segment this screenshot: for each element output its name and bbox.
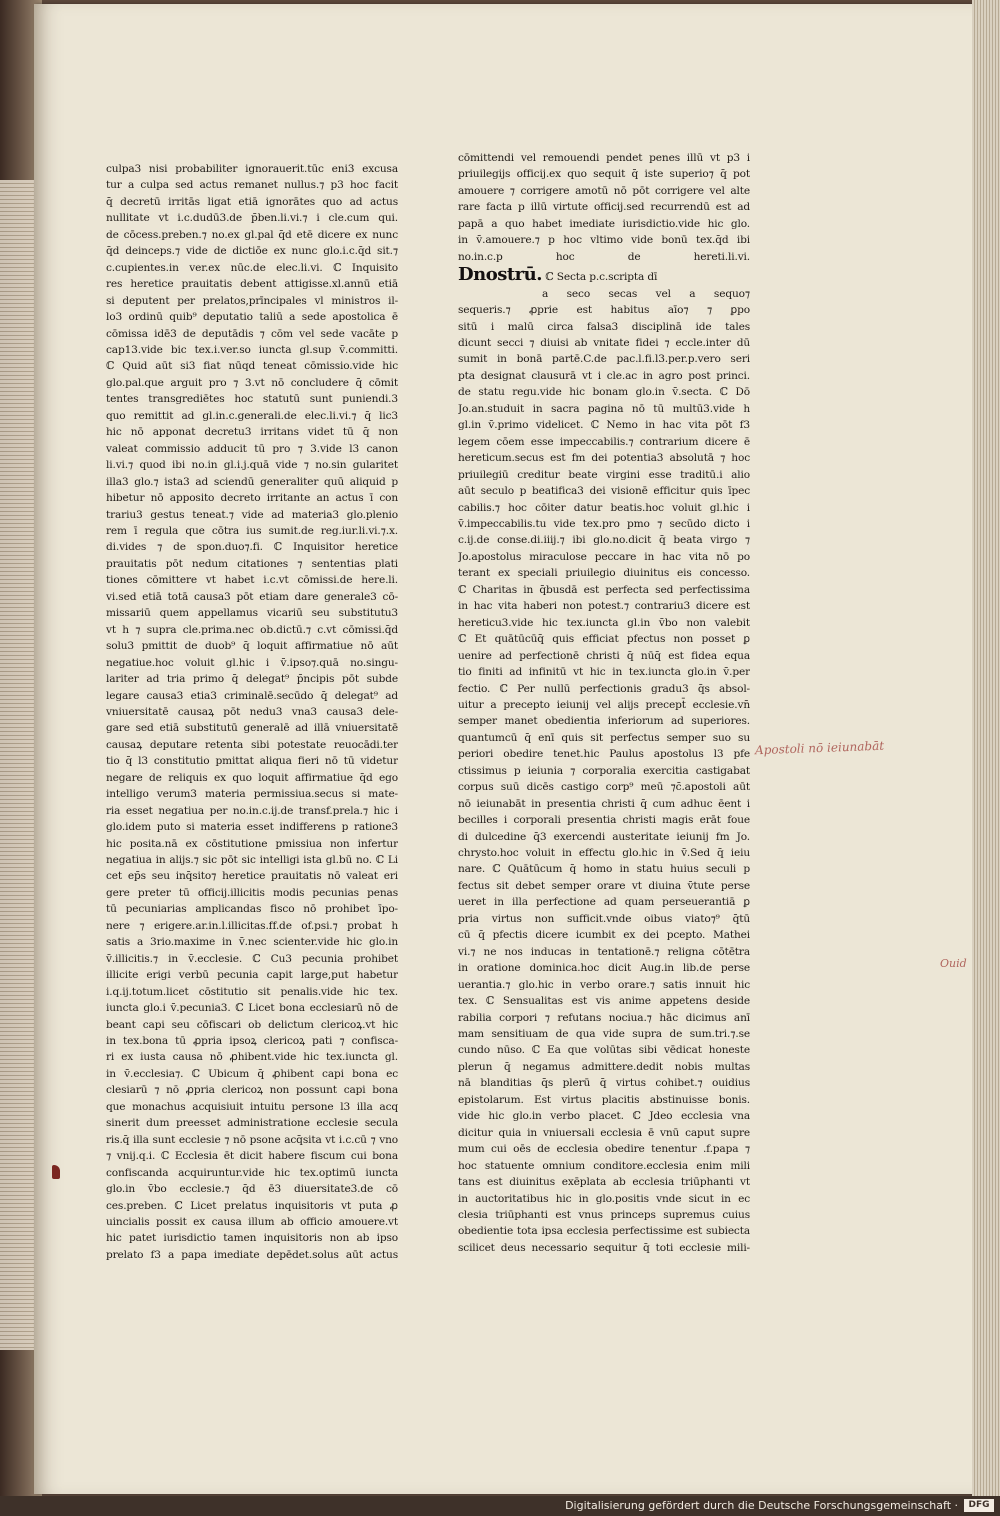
right-column-body-line: obedientie tota ipsa ecclesia perfectissime est subiecta [458,1225,750,1238]
right-column-body-line: cundo nūso. ℂ Ea que volūtas sibi vēdicat honeste [458,1044,750,1057]
left-column-line: quo remittit ad gl.in.c.generali.de elec.li.vi.⁊ q̄ lic3 [106,409,398,422]
right-column-body-line: tio finiti ad infinitū vt hic in tex.iuncta glo.in v̄.per [458,666,750,679]
left-column-line: vniuersitatē causaꝝ pōt nedu3 vna3 causa3 dele- [106,705,398,718]
right-column-body-line: nō ieiunabāt in presentia christi q̄ cum adhuc ēent i [458,797,750,810]
left-column-line: lo3 ordinū quib⁹ deputatio taliū a sede apostolica ē [106,311,398,324]
funding-footer [0,1496,1000,1516]
left-column-line: solu3 pmittit de duob⁹ q̄ loquit affirmatiue nō aūt [106,640,398,653]
right-column-body-line: vi.⁊ ne nos inducas in tentationē.⁊ religna cōtētra [458,945,750,958]
left-column-line: in tex.bona tū ꝓpria ipsoꝝ clericoꝝ pati ⁊ confisca- [106,1035,398,1048]
left-text-column [106,161,398,1263]
right-column-body-line: in auctoritatibus hic in glo.positis vnde sicut in ec [458,1192,750,1205]
incipit-line [458,265,750,285]
right-column-body-line: Jo.apostolus miraculose peccare in hac vita nō po [458,550,750,563]
left-column-line: negatiue.hoc voluit gl.hic i v̄.ipso⁊.quā no.singu- [106,656,398,669]
left-column-line: satis a 3rio.maxime in v̄.nec scienter.vide hic glo.in [106,936,398,949]
left-column-line: c.cupientes.in ver.ex nūc.de elec.li.vi. ℂ Inquisito [106,261,398,274]
right-column-body-line: sequeris.⁊ ꝓprie est habitus aīo⁊ ⁊ ꝑpo [458,304,750,317]
marginal-note-ovid: Ouid [940,957,967,970]
left-column-line: cet ep̄s seu inq̄sito⁊ heretice prauitatis nō valeat eri [106,870,398,883]
left-column-line: hic posita.nā ex cōstitutione pmissiua non infertur [106,837,398,850]
right-column-body-line: di dulcedine q̄3 exercendi austeritate ieiunij fm Jo. [458,830,750,843]
left-column-line: cap13.vide bic tex.i.ver.so iuncta gl.sup v̄.committi. [106,343,398,356]
right-column-body-line: hoc statuente omnium conditore.ecclesia enim mili [458,1159,750,1172]
right-column-body-line: plerun q̄ negamus admittere.dedit nobis multas [458,1060,750,1073]
left-column-line: vt h ⁊ supra cle.prima.nec ob.dictū.⁊ c.vt cōmissi.q̄d [106,623,398,636]
left-column-line: gere preter tū officij.illicitis modis pecunias penas [106,886,398,899]
incipit-word: Dnostrū. [458,265,542,286]
right-column-body-line: priuilegiū creditur beate virgini esse traditū.i alio [458,468,750,481]
right-column-body-line: nare. ℂ Quātūcum q̄ homo in statu huius seculi p [458,863,750,876]
right-column-body-line: ℂ Charitas in q̄busdā est perfecta sed perfectissima [458,583,750,596]
right-column-body-line: de statu regu.vide hic bonam glo.in v̄.secta. ℂ Dō [458,386,750,399]
right-column-body-line: v̄.impeccabilis.tu vide tex.pro pmo ⁊ secūdo dicto i [458,517,750,530]
right-column-body-line: hereticum.secus est fm dei potentia3 absolutā ⁊ hoc [458,452,750,465]
page-fore-edge [972,0,1000,1496]
right-column-body-line: periori obedire tenet.hic Paulus apostolus l3 pfe [458,748,750,761]
left-column-line: tiones cōmittere vt habet i.c.vt cōmissi.de here.li. [106,574,398,587]
right-column-body-line: cabilis.⁊ hoc cōiter datur beatis.hoc voluit gl.hic i [458,501,750,514]
right-column-body-line: ℂ Et quātūcūq̄ quis efficiat pfectus non posset ꝑ [458,633,750,646]
right-column-body-line: epistolarum. Est virtus placitis abstinuisse bonis. [458,1093,750,1106]
right-column-body-line: corpus suū dicēs castigo corp⁹ meū ⁊c̄.apostoli aūt [458,781,750,794]
right-column-body-line: ueret in illa perfectione ad quam perseuerantiā ꝑ [458,896,750,909]
right-column-body-line: in hac vita haberi non potest.⁊ contrariu3 dicere est [458,600,750,613]
right-column-body-line: dicitur quia in vniuersali ecclesia ē vnū caput supre [458,1126,750,1139]
left-column-line: iuncta glo.i v̄.pecunia3. ℂ Licet bona ecclesiarū nō de [106,1002,398,1015]
right-column-body-line: legem cōem esse impeccabilis.⁊ contrarium dicere ē [458,435,750,448]
right-column-body-line: c.ij.de conse.di.iiij.⁊ ibi glo.no.dicit q̄ beata virgo ⁊ [458,534,750,547]
left-column-line: ℂ Quid aūt si3 fiat nūqd teneat cōmissio.vide hic [106,360,398,373]
left-column-line: ri ex iusta causa nō ꝓhibent.vide hic tex.iuncta gl. [106,1051,398,1064]
right-column-top-line: rare facta p illū virtute officij.sed recurrendū est ad [458,201,750,214]
right-column-body-line: gl.in v̄.primo videlicet. ℂ Nemo in hac vita pōt f3 [458,419,750,432]
dfg-logo: DFG [964,1499,994,1512]
left-column-line: di.vides ⁊ de spon.duo⁊.fi. ℂ Inquisitor heretice [106,541,398,554]
right-column-top-line: priuilegijs officij.ex quo sequit q̄ iste superio⁊ q̄ pot [458,168,750,181]
left-column-line: clesiarū ⁊ nō ꝓpria clericoꝝ non possunt capi bona [106,1084,398,1097]
right-column-body-line: clesia triūphanti est vnus princeps supremus cuius [458,1209,750,1221]
left-column-line: intelligo verum3 materia permissiua.secus si mate- [106,788,398,801]
left-column-line: hic nō apponat decretu3 irritans videt tū q̄ non [106,426,398,439]
left-column-line: glo.pal.que arguit pro ⁊ 3.vt nō concludere q̄ cōmit [106,376,398,389]
right-column-body-line: in oratione dominica.hoc dicit Aug.in lib.de perse [458,962,750,975]
left-column-line: vi.sed etiā totā causa3 pōt etiam dare generale3 cō- [106,590,398,603]
left-column-line: confiscanda acquiruntur.vide hic tex.optimū iuncta [106,1166,398,1179]
left-column-line: missariū quem appellamus vicariū seu substitutu3 [106,607,398,620]
left-column-line: que monachus acquisiuit intuitu persone l3 illa acq [106,1100,398,1113]
left-column-line: legare causa3 etia3 criminalē.secūdo q̄ delegat⁹ ad [106,689,398,702]
left-column-line: negare de reliquis ex quo loquit affirmatiue q̄d ego [106,771,398,784]
right-column-body-line: chrysto.hoc voluit in effectu glo.hic in v̄.Sed q̄ ieiu [458,847,750,860]
right-column-continuation [458,150,750,265]
right-column-body-line: tex. ℂ Sensualitas est vis anime appetens deside [458,995,750,1008]
right-column-body-line: pria virtus non sufficit.vnde oibus viato⁊⁹ q̄tū [458,912,750,925]
incipit-line-2: a seco secas vel a sequo⁊ [542,287,750,300]
right-column-body-line: hereticu3.vide hic tex.iuncta gl.in v̄bo non valebit [458,616,750,629]
right-column-body-line: Jo.an.studuit in sacra pagina nō tū multū3.vide h [458,402,750,415]
left-column-line: nere ⁊ erigere.ar.in.l.illicitas.ff.de of.psi.⁊ probat h [106,919,398,932]
incipit-line-1: ℂ Secta p.c.scripta dī [545,271,658,284]
left-column-line: si deputent per prelatos,prīncipales vl ministros il- [106,294,398,307]
right-column-body-line: scilicet deus necessario sequitur q̄ toti ecclesie mili- [458,1241,750,1254]
left-column-line: sinerit dum preesset administratione ecclesie secula [106,1117,398,1130]
left-column-line: causaꝝ deputare retenta sibi potestate reuocādi.ter [106,738,398,751]
left-column-line: q̄d deinceps.⁊ vide de dictiōe ex nunc glo.i.c.q̄d sit.⁊ [106,245,398,258]
left-column-line: gare sed etiā substitutū generalē ad illā vniuersitatē [106,722,398,735]
left-column-line: illa3 glo.⁊ ista3 ad sciendū generaliter quū aliquid p [106,475,398,488]
right-column-top-line: no.in.c.p hoc de hereti.li.vi. [458,250,750,263]
left-column-line: cōmissa idē3 de deputādis ⁊ cōm vel sede vacāte p [106,327,398,340]
left-column-line: nullitate vt i.c.dudū3.de p̄ben.li.vi.⁊ i cle.cum qui. [106,212,398,225]
left-column-line: trariu3 gestus teneat.⁊ vide ad materia3 glo.plenio [106,508,398,521]
left-column-line: illicite erigi verbū pecunia capit large,put habetur [106,969,398,982]
left-column-line: hibetur nō apposito decreto irritante an actus ī con [106,492,398,505]
left-column-line: ⁊ vnij.q.i. ℂ Ecclesia ēt dicit habere fiscum cui bona [106,1150,398,1163]
left-column-line: li.vi.⁊ quod ibi no.in gl.i.j.quā vide ⁊ no.sin gularitet [106,459,398,472]
right-column-body-line: quantumcū q̄ enī quis sit perfectus semper suo su [458,731,750,744]
left-column-line: prauitatis pōt nedum citationes ⁊ sententias plati [106,557,398,570]
left-column-line: ris.q̄ illa sunt ecclesie ⁊ nō psone acq̄sita vt i.c.cū ⁊ vno [106,1133,398,1146]
left-column-line: de cōcess.preben.⁊ no.ex gl.pal q̄d etē dicere ex nunc [106,228,398,241]
right-column-body-line: uenire ad perfectionē christi q̄ nūq̄ est fidea equa [458,649,750,662]
right-column-top-line: in v̄.amouere.⁊ p hoc vltimo vide bonū tex.q̄d ibi [458,234,750,247]
right-column-body-line: sitū i malū circa falsa3 disciplinā ide tales [458,320,750,333]
footer-text: Digitalisierung gefördert durch die Deutsche Forschungsgemeinschaft · [565,1499,958,1512]
right-column-top-line: papā a quo habet imediate iurisdictio.vide hic glo. [458,217,750,230]
right-column-body-line: pta designat clausurā vt i cle.ac in agro post princi. [458,369,750,382]
right-column-body-line: uerantia.⁊ glo.hic in verbo orare.⁊ satis innuit hic [458,978,750,991]
right-column-body-line: vide hic glo.in verbo placet. ℂ Jdeo ecclesia vna [458,1110,750,1123]
left-column-line: beant capi seu cōfiscari ob delictum clericoꝝ.vt hic [106,1018,398,1031]
right-column-body-line: cū q̄ pfectis dicere icumbit ex dei pcepto. Mathei [458,929,750,942]
left-column-line: i.q.ij.totum.licet cōstitutio sit penalis.vide hic tex. [106,985,398,998]
right-column-body-line: rabilia corpori ⁊ refutans nociua.⁊ hāc dicimus anī [458,1011,750,1024]
right-column-body-line: uitur a precepto ieiunij vel alijs precept̄ ecclesie.vn̄ [458,698,750,711]
left-column-line: v̄.illicitis.⁊ in v̄.ecclesie. ℂ Cu3 pecunia prohibet [106,952,398,965]
left-column-line: negatiua in alijs.⁊ sic pōt sic intelligi ista gl.bū no. ℂ Li [106,854,398,867]
right-column-body-line: fectio. ℂ Per nullū perfectionis gradu3 q̄s absol- [458,682,750,695]
right-column-body-line: terant ex speciali priuilegio diuinitus eis concesso. [458,567,750,580]
right-column-body-line: ctissimus p ieiunia ⁊ corporalia exercitia castigabat [458,764,750,777]
right-column-body-line: semper manet obedientia inferiorum ad superiores. [458,715,750,728]
right-column-body-line: dicunt secci ⁊ diuisi ab vnitate fidei ⁊ eccle.inter dū [458,336,750,349]
left-column-line: hic patet iurisdictio tamen inquisitoris non ab ipso [106,1232,398,1245]
right-column-body-line: tans est diuinitus exēplata ab ecclesia triūphanti vt [458,1176,750,1189]
left-column-line: tū pecuniarias amplicandas fisco nō prohibet īpo- [106,903,398,916]
right-column-body-line: becilles i corporali presentia christi magis erāt foue [458,814,750,827]
right-column-body-line: mam sensitiuam de qua vide supra de sum.tri.⁊.se [458,1028,750,1041]
right-text-column [458,150,750,1256]
right-column-top-line: cōmittendi vel remouendi pendet penes illū vt p3 i [458,152,750,164]
right-column-top-line: amouere ⁊ corrigere amotū nō pōt corrigere vel alte [458,184,750,197]
left-column-line: culpa3 nisi probabiliter ignorauerit.tūc eni3 excusa [106,163,398,175]
left-column-line: lariter ad tria primo q̄ delegat⁹ p̄ncipis pōt subde [106,673,398,686]
right-column-body [458,302,750,1256]
left-column-line: uincialis possit ex causa illum ab officio amouere.vt [106,1216,398,1228]
left-column-line: in v̄.ecclesia⁊. ℂ Ubicum q̄ ꝓhibent capi bona ec [106,1067,398,1080]
right-column-body-line: nā blanditias q̄s plerū q̄ virtus cohibet.⁊ ouidius [458,1077,750,1090]
right-column-body-line: mum cui oēs de ecclesia obedire tenentur .f.papa ⁊ [458,1143,750,1156]
left-column-line: tio q̄ l3 constitutio pmittat aliqua fieri nō tū videtur [106,755,398,768]
left-column-line: prelato f3 a papa imediate depēdet.solus aūt actus [106,1248,398,1261]
left-column-line: ces.preben. ℂ Licet prelatus inquisitoris vt puta ꝓ [106,1199,398,1212]
left-column-line: rem ī regula que cōtra ius sumit.de reg.iur.li.vi.⁊.x. [106,524,398,537]
left-column-line: ria esset negatiua per no.in.c.ij.de transf.prela.⁊ hic i [106,804,398,817]
left-column-line: tur a culpa sed actus remanet nullus.⁊ p3 hoc facit [106,179,398,192]
left-column-line: valeat commissio adducit tū pro ⁊ 3.vide l3 canon [106,442,398,455]
right-column-body-line: sumit in bonā partē.C.de pac.l.fi.l3.per.p.vero seri [458,353,750,366]
marginal-note-apostles: Apostoli nō ieiunabāt [754,738,885,758]
left-column-line: q̄ decretū irritās ligat etiā ignorātes quo ad actus [106,195,398,208]
right-column-body-line: fectus sit debet semper orare vt diuina v̄tute perse [458,879,750,892]
right-column-body-line: aūt seculo p beatifica3 dei visionē efficitur quis īpec [458,485,750,498]
left-column-line: glo.idem puto si materia esset indifferens p ratione3 [106,821,398,834]
left-column-line: glo.in v̄bo ecclesie.⁊ q̄d ē3 diuersitate3.de cō [106,1183,398,1196]
red-rubrication-mark [52,1165,60,1179]
left-column-line: res heretice prauitatis debent attigisse.xl.annū etiā [106,278,398,291]
left-column-line: tentes transgrediētes hoc statutū sunt puniendi.3 [106,393,398,406]
